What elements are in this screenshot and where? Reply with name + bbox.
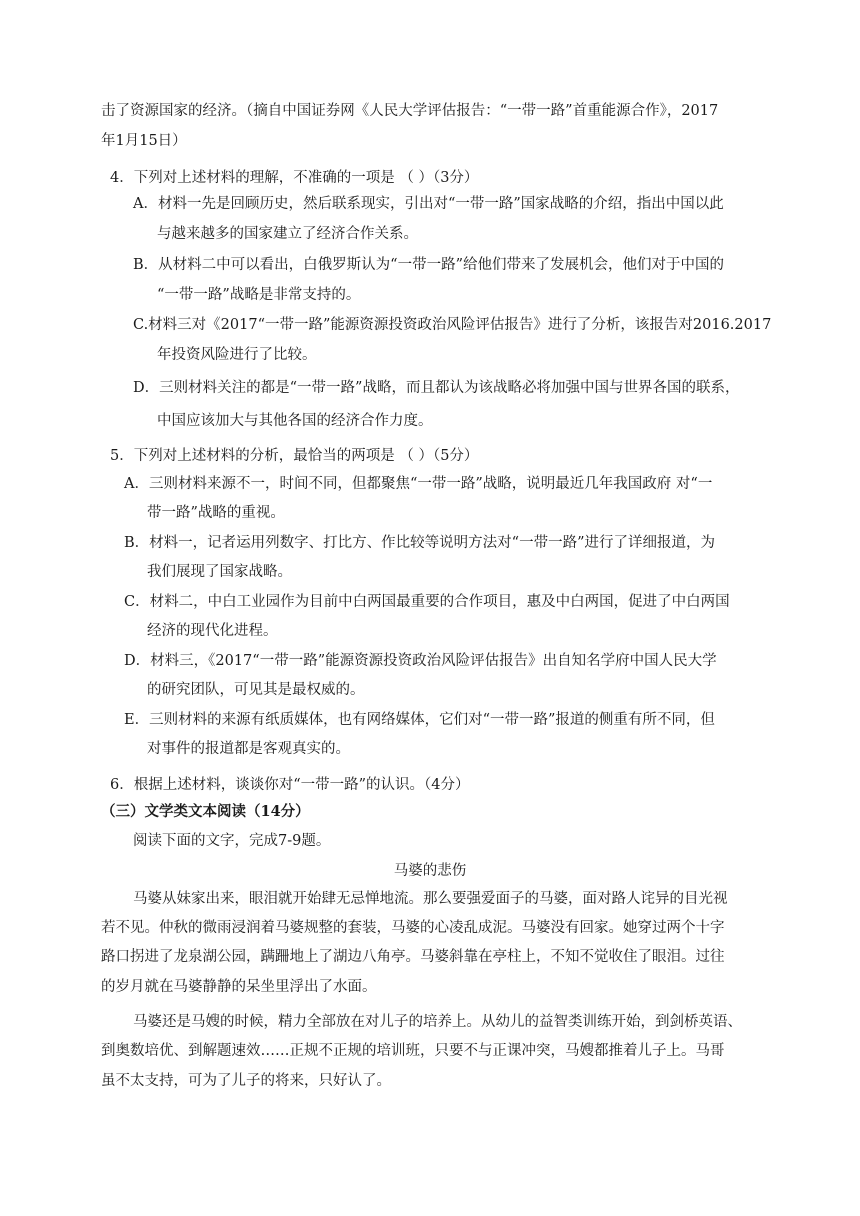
paragraph-1-line-2: 若不见。仲秋的微雨浸润着马婆规整的套装，马婆的心凌乱成泥。马婆没有回家。她穿过两个十字 — [101, 920, 725, 936]
question-4-option-a-line-1: A．材料一先是回顾历史，然后联系现实，引出对“一带一路”国家战略的介绍，指出中国以此 — [133, 196, 724, 212]
intro-line-1: 击了资源国家的经济。（摘自中国证券网《人民大学评估报告：“一带一路”首重能源合作》，2017 — [101, 103, 719, 119]
section-instruction: 阅读下面的文字，完成7-9题。 — [133, 833, 331, 849]
question-5-option-c-line-1: C．材料二，中白工业园作为目前中白两国最重要的合作项目，惠及中白两国，促进了中白两国 — [124, 594, 730, 610]
question-5-option-b-line-2: 我们展现了国家战略。 — [147, 564, 292, 580]
question-5-option-a-line-2: 带一路”战略的重视。 — [147, 505, 285, 521]
question-5-option-d-line-1: D．材料三，《2017“一带一路”能源资源投资政治风险评估报告》出自知名学府中国人民大学 — [124, 653, 717, 669]
paragraph-2-line-2: 到奥数培优、到解题速效……正规不正规的培训班，只要不与正课冲突，马嫂都推着儿子上。马哥 — [101, 1043, 725, 1059]
question-4-option-d-line-1: D．三则材料关注的都是“一带一路”战略，而且都认为该战略必将加强中国与世界各国的联系， — [133, 380, 740, 396]
question-5-stem: 5．下列对上述材料的分析，最恰当的两项是 （ ）（5分） — [110, 448, 479, 464]
paragraph-1-line-3: 路口拐进了龙泉湖公园，蹒跚地上了湖边八角亭。马婆斜靠在亭柱上，不知不觉收住了眼泪。过往 — [101, 949, 725, 965]
question-6: 6．根据上述材料，谈谈你对“一带一路”的认识。（4分） — [110, 777, 470, 793]
section-heading: （三）文学类文本阅读（14分） — [101, 803, 310, 820]
paragraph-1-line-4: 的岁月就在马婆静静的呆坐里浮出了水面。 — [101, 979, 377, 995]
question-4-stem: 4．下列对上述材料的理解，不准确的一项是 （ ）（3分） — [110, 170, 479, 186]
question-5-option-b-line-1: B．材料一，记者运用列数字、打比方、作比较等说明方法对“一带一路”进行了详细报道，为 — [124, 535, 715, 551]
question-4-option-b-line-1: B．从材料二中可以看出，白俄罗斯认为“一带一路”给他们带来了发展机会，他们对于中国的 — [133, 257, 724, 273]
question-4-option-a-line-2: 与越来越多的国家建立了经济合作关系。 — [157, 226, 418, 242]
question-4-option-c-line-2: 年投资风险进行了比较。 — [157, 347, 317, 363]
intro-line-2: 年1月15日） — [101, 133, 187, 149]
story-title: 马婆的悲伤 — [393, 863, 467, 879]
paragraph-1-line-1: 马婆从妹家出来，眼泪就开始肆无忌惮地流。那么要强爱面子的马婆，面对路人诧异的目光视 — [133, 891, 728, 907]
question-5-option-c-line-2: 经济的现代化进程。 — [147, 623, 278, 639]
question-5-option-a-line-1: A．三则材料来源不一，时间不同，但都聚焦“一带一路”战略，说明最近几年我国政府 对“一 — [124, 476, 713, 492]
paragraph-2-line-3: 虽不太支持，可为了儿子的将来，只好认了。 — [101, 1073, 391, 1089]
question-5-option-e-line-1: E．三则材料的来源有纸质媒体，也有网络媒体，它们对“一带一路”报道的侧重有所不同，但 — [124, 712, 715, 728]
question-4-option-c-line-1: C.材料三对《2017“一带一路”能源资源投资政治风险评估报告》进行了分析，该报告对2016.2017 — [133, 317, 772, 333]
question-5-option-d-line-2: 的研究团队，可见其是最权威的。 — [147, 682, 365, 698]
question-4-option-d-line-2: 中国应该加大与其他各国的经济合作力度。 — [157, 413, 433, 429]
question-5-option-e-line-2: 对事件的报道都是客观真实的。 — [147, 741, 350, 757]
paragraph-2-line-1: 马婆还是马嫂的时候，精力全部放在对儿子的培养上。从幼儿的益智类训练开始，到剑桥英语、 — [133, 1014, 742, 1030]
question-4-option-b-line-2: “一带一路”战略是非常支持的。 — [157, 287, 361, 303]
